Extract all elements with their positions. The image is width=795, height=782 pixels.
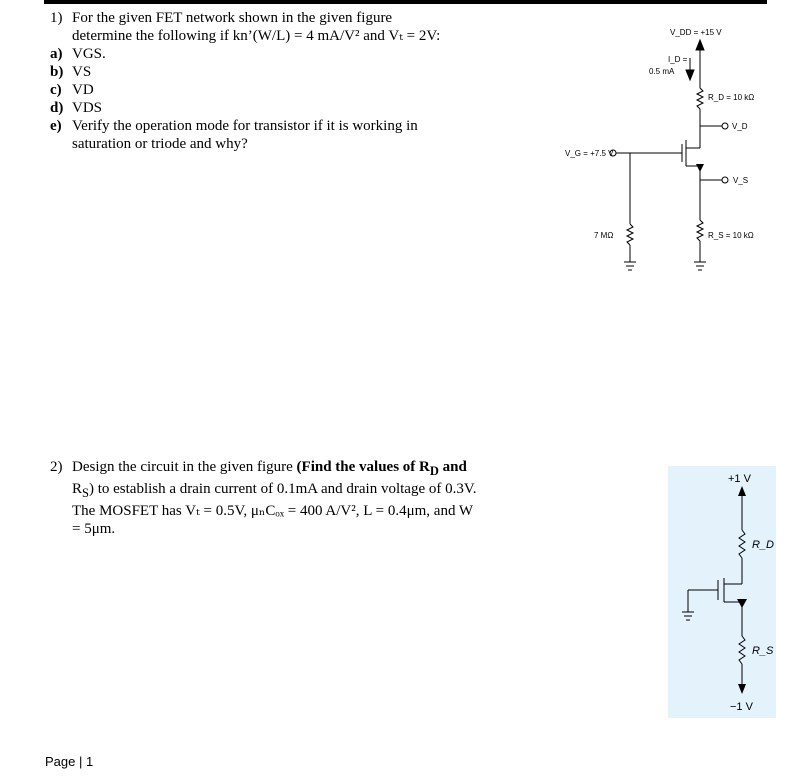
rs-label: R_S = 10 kΩ [708,231,754,240]
question-2-text [72,458,512,538]
rg-label: 7 MΩ [594,231,614,240]
question-2-line-4: = 5μm. [72,521,116,537]
vpos-label: +1 V [728,473,751,485]
vneg-label: −1 V [730,701,753,713]
circuit-2-diagram [668,466,776,718]
id-value: 0.5 mA [649,67,675,76]
question-2-line-1: Design the circuit in the given figure (Find the values of $R_D$ and [72,459,467,478]
question-1-number: 1) [50,10,63,26]
rd-label-2: R_D [752,539,775,551]
rd-label: R_D = 10 kΩ [708,93,755,102]
rs-label-2: R_S [752,645,774,657]
question-2-bold-part: (Find the values of $R_D$ and [296,459,467,478]
question-2-number: 2) [50,459,63,475]
vs-label: V_S [733,176,749,185]
question-2-line-2: $R_S$) to establish a drain current of 0.1mA and drain voltage of 0.3V. [72,481,477,500]
circuit-2-background [668,466,776,718]
vdd-label: V_DD = +15 V [670,28,722,37]
vd-label: V_D [732,122,748,131]
vg-label: V_G = +7.5 V [565,149,614,158]
circuit-1-diagram [0,0,795,300]
question-2-line-3: The MOSFET has Vₜ = 0.5V, μₙCₒₓ = 400 A/V², L = 0.4μm, and W [72,503,474,519]
id-label: I_D = [668,55,688,64]
question-1-line-2: determine the following if kn’(W/L) = 4 mA/V² and Vₜ = 2V: [72,28,441,44]
page-footer: Page | 1 [45,754,94,769]
question-1-line-1: For the given FET network shown in the given figure [72,10,393,26]
